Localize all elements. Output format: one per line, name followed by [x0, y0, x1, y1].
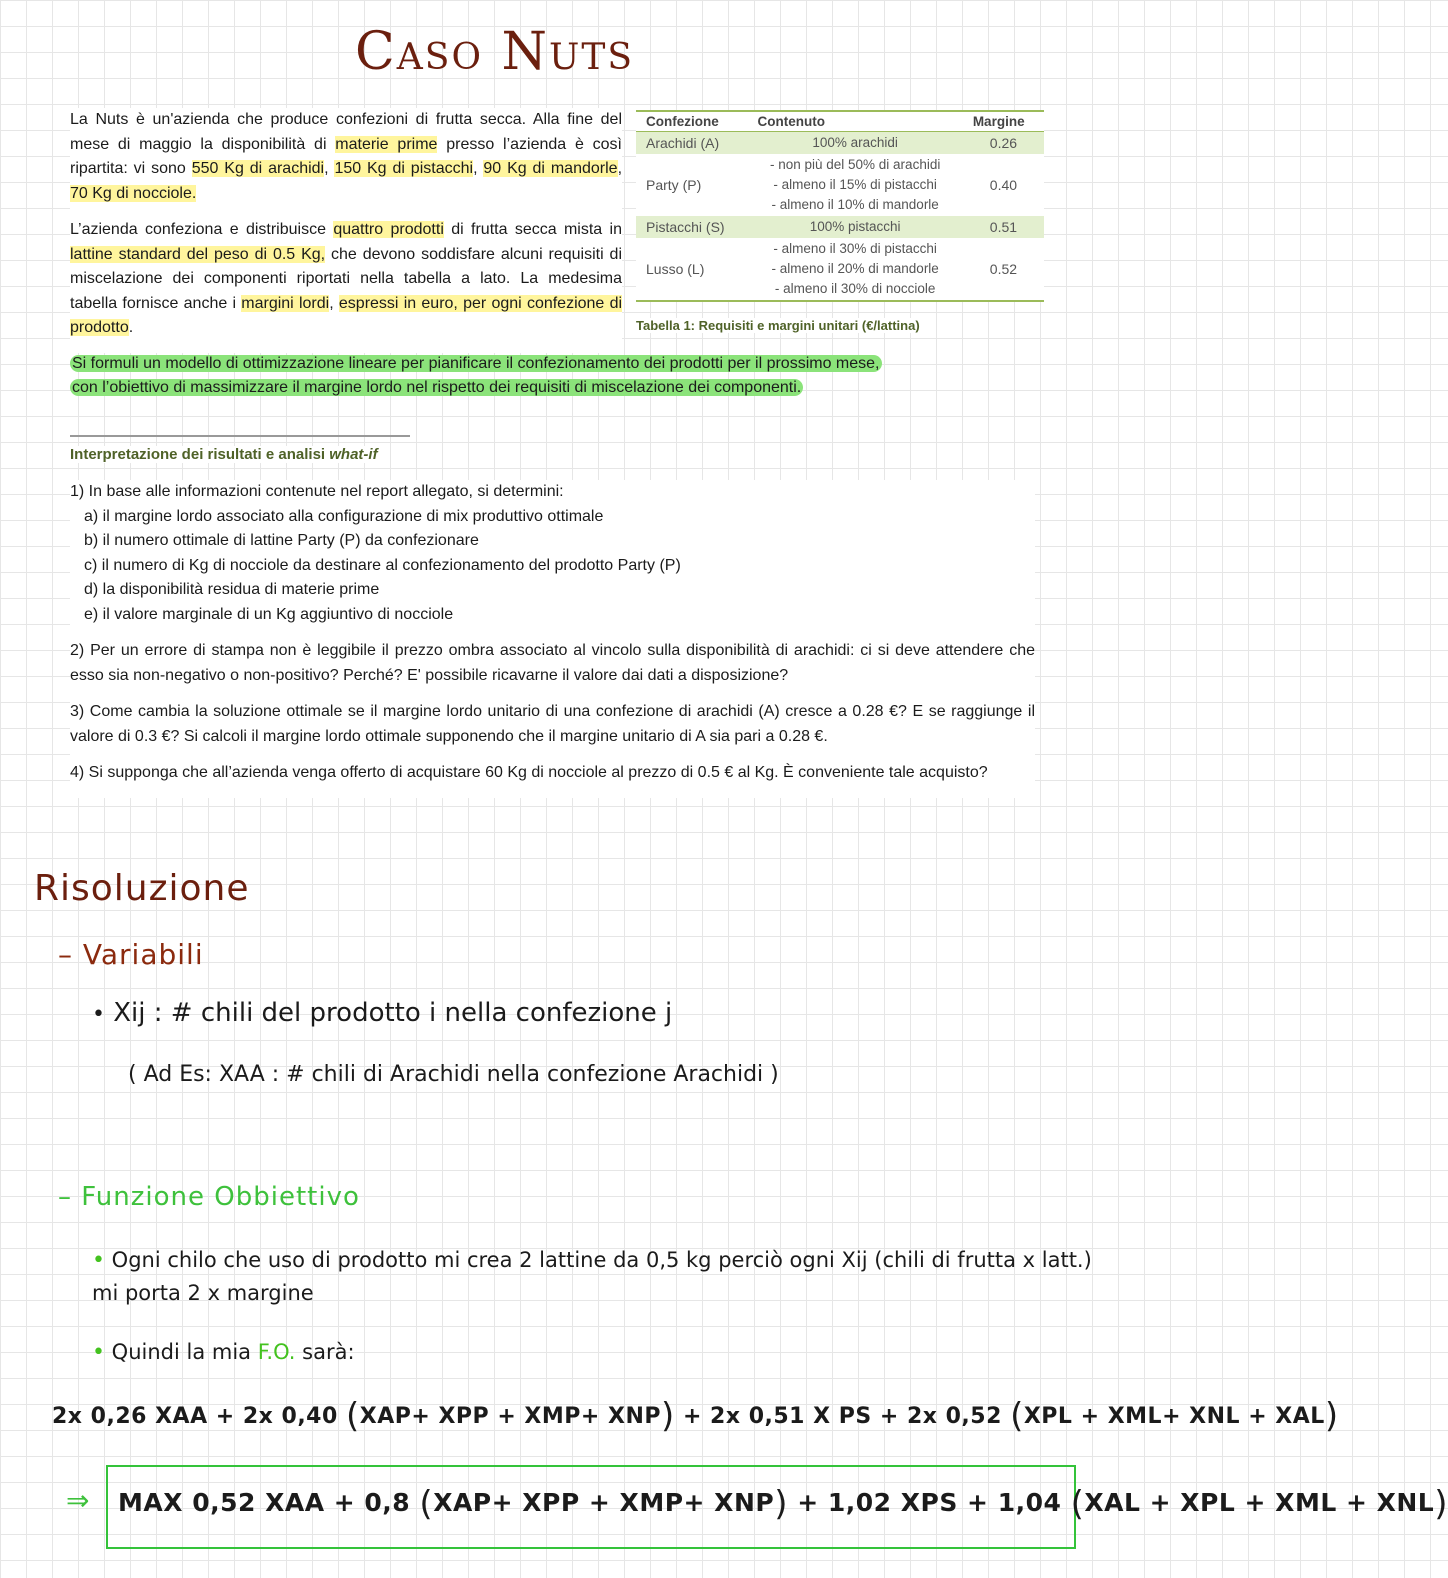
- table-caption: Tabella 1: Requisiti e margini unitari (€/lattina): [636, 318, 920, 333]
- eq2-part-d: XAL + XPL + XML + XNL: [1084, 1488, 1435, 1517]
- heading-risoluzione: Risoluzione: [34, 868, 250, 909]
- table-header-confezione: Confezione: [636, 111, 748, 132]
- eq1-part-c: + 2x 0,51 X PS + 2x 0,52: [682, 1404, 1002, 1429]
- table-cell-confezione: Pistacchi (S): [636, 216, 748, 238]
- bullet-icon: •: [92, 1248, 105, 1273]
- content-line: 100% arachidi: [812, 135, 898, 150]
- objective-expanded-equation: [52, 1396, 1339, 1436]
- highlighted-text: quattro prodotti: [333, 221, 444, 238]
- eq2-part-b: XAP+ XPP + XMP+ XNP: [433, 1488, 775, 1517]
- content-line: - almeno il 20% di mandorle: [771, 261, 939, 276]
- content-line: - almeno il 30% di pistacchi: [773, 241, 937, 256]
- content-line: 100% pistacchi: [809, 219, 901, 234]
- question-1-item-d: d) la disponibilità residua di materie prime: [84, 581, 380, 598]
- heading-variabili: – Variabili: [58, 938, 204, 971]
- text-segment: La Nuts è un'azienda che produce confezioni di frutta secca. Alla fine del mese di maggio la disponibilità di: [70, 111, 622, 153]
- eq2-part-a: MAX 0,52 XAA + 0,8: [118, 1488, 411, 1517]
- section-heading: [70, 446, 378, 463]
- section-divider: [70, 435, 410, 437]
- eq1-part-b: XAP+ XPP + XMP+ XNP: [359, 1404, 661, 1429]
- table-cell-confezione: Party (P): [646, 177, 702, 193]
- questions-block: [70, 480, 1035, 798]
- implies-arrow-icon: ⇒: [66, 1484, 90, 1517]
- objective-intro: [92, 1340, 355, 1365]
- question-1-item-a: a) il margine lordo associato alla configurazione di mix produttivo ottimale: [84, 507, 604, 525]
- content-line: - almeno il 15% di pistacchi: [773, 177, 937, 192]
- question-1: [70, 480, 1035, 627]
- bullet-icon: •: [92, 1340, 105, 1365]
- table-row: [636, 238, 1044, 301]
- table-cell-contenuto: [748, 154, 963, 216]
- section-heading-italic: what-if: [329, 446, 378, 463]
- highlighted-text: 70 Kg di nocciole.: [70, 184, 197, 202]
- eq2-part-c: + 1,02 XPS + 1,04: [797, 1488, 1062, 1517]
- goal-line-2: con l’obiettivo di massimizzare il margine lordo nel rispetto dei requisiti di miscelazione dei componenti.: [72, 379, 802, 396]
- text-segment: .: [128, 319, 134, 336]
- objective-explanation-text: Ogni chilo che uso di prodotto mi crea 2 lattine da 0,5 kg perciò ogni Xij (chili di frutta x latt.) mi porta 2 x margine: [92, 1248, 1092, 1305]
- question-1-item-c: c) il numero di Kg di nocciole da destinare al confezionamento del prodotto Party (P): [84, 556, 681, 574]
- table-cell-contenuto: [748, 132, 963, 155]
- intro-paragraph-2: [70, 218, 622, 341]
- content-line: - almeno il 10% di mandorle: [771, 197, 939, 212]
- eq1-part-d: XPL + XML+ XNL + XAL: [1023, 1404, 1325, 1429]
- table-cell-margine: 0.26: [963, 132, 1044, 155]
- objective-intro-text-a: Quindi la mia: [111, 1340, 258, 1364]
- requirements-table-wrapper: [636, 110, 1044, 302]
- highlighted-text: 550 Kg di arachidi: [191, 160, 325, 177]
- highlighted-text: lattine standard del peso di 0.5 Kg,: [70, 245, 326, 263]
- table-row: [636, 216, 1044, 238]
- page-title: Caso Nuts: [355, 22, 635, 82]
- objective-intro-text-b: sarà:: [295, 1340, 355, 1364]
- question-3: 3) Come cambia la soluzione ottimale se il margine lordo unitario di una confezione di arachidi (A) cresce a 0.28 €? E se raggiunge il valore di 0.3 €? Si calcoli il margine lordo ottimale supponendo che il margine unitario di A sia pari a 0.28 €.: [70, 703, 1035, 745]
- text-segment: di frutta secca mista in: [443, 221, 623, 238]
- highlighted-text: margini lordi: [241, 294, 330, 312]
- eq1-close-paren: ): [661, 1396, 675, 1436]
- final-objective-equation: [118, 1484, 1448, 1524]
- variable-definition-text: Xij : # chili del prodotto i nella confezione j: [113, 998, 673, 1028]
- highlighted-text: espressi in euro, per ogni confezione di prodotto: [70, 294, 623, 336]
- text-segment: ,: [473, 160, 484, 177]
- heading-funzione-obbiettivo: – Funzione Obbiettivo: [58, 1182, 360, 1212]
- eq2-open-paren-2: (: [1070, 1484, 1085, 1524]
- eq2-open-paren: (: [419, 1484, 434, 1524]
- eq1-part-a: 2x 0,26 XAA + 2x 0,40: [52, 1404, 338, 1429]
- table-cell-margine: 0.51: [963, 216, 1044, 238]
- text-segment: ,: [324, 160, 335, 177]
- question-4: 4) Si supponga che all’azienda venga offerto di acquistare 60 Kg di nocciole al prezzo di 0.5 € al Kg. È conveniente tale acquisto?: [70, 764, 988, 781]
- objective-label: F.O.: [257, 1340, 296, 1364]
- requirements-table: [636, 110, 1044, 302]
- table-cell-contenuto: [748, 238, 963, 301]
- eq2-close-paren: ): [774, 1484, 788, 1524]
- text-segment: ,: [329, 294, 339, 312]
- eq1-open-paren: (: [345, 1396, 360, 1436]
- content-line: - non più del 50% di arachidi: [769, 157, 941, 172]
- section-heading-text: Interpretazione dei risultati e analisi: [70, 446, 330, 463]
- text-segment: L’azienda confeziona e distribuisce: [70, 221, 334, 238]
- intro-paragraph-1: [70, 108, 622, 206]
- intro-text: [70, 108, 622, 353]
- table-header-contenuto: Contenuto: [748, 111, 963, 132]
- table-cell-confezione: Lusso (L): [636, 238, 748, 301]
- table-header-margine: Margine: [963, 111, 1044, 132]
- table-cell-confezione: Arachidi (A): [636, 132, 748, 155]
- table-cell-margine: 0.52: [963, 238, 1044, 301]
- table-row: [636, 154, 1044, 216]
- goal-line-1: Si formuli un modello di ottimizzazione lineare per pianificare il confezionamento dei prodotti per il prossimo mese,: [72, 355, 880, 372]
- highlighted-text: 150 Kg di pistacchi: [334, 160, 474, 177]
- question-1-text: 1) In base alle informazioni contenute nel report allegato, si determini:: [70, 483, 564, 500]
- question-1-item-b: b) il numero ottimale di lattine Party (P) da confezionare: [84, 532, 479, 549]
- question-1-item-e: e) il valore marginale di un Kg aggiuntivo di nocciole: [84, 605, 454, 623]
- table-row: [636, 132, 1044, 155]
- goal-statement: [70, 352, 1055, 400]
- bullet-icon: •: [92, 1002, 105, 1027]
- eq1-close-paren-2: ): [1324, 1396, 1339, 1436]
- highlighted-text: 90 Kg di mandorle: [483, 160, 618, 177]
- highlighted-text: materie prime: [335, 135, 438, 153]
- eq2-close-paren-2: ): [1434, 1484, 1448, 1524]
- table-cell-contenuto: [748, 216, 963, 238]
- text-segment: ,: [617, 160, 623, 177]
- table-cell-margine: 0.40: [989, 177, 1018, 193]
- text-segment: presso l’azienda è così ripartita: vi sono: [70, 135, 622, 177]
- eq1-open-paren-2: (: [1010, 1396, 1024, 1436]
- content-line: - almeno il 30% di nocciole: [774, 281, 936, 296]
- objective-explanation: [92, 1244, 1102, 1309]
- variable-definition: [92, 998, 672, 1028]
- variable-example: ( Ad Es: XAA : # chili di Arachidi nella confezione Arachidi ): [128, 1062, 779, 1087]
- text-segment: che devono soddisfare alcuni requisiti di miscelazione dei componenti riportati nella tabella a lato. La medesima tabella fornisce anche i: [70, 245, 622, 312]
- question-2: 2) Per un errore di stampa non è leggibile il prezzo ombra associato al vincolo sulla disponibilità di arachidi: ci si deve attendere che esso sia non-negativo o non-positivo? Perché? E' possibile ricavarne il valore dai dati a disposizione?: [70, 642, 1035, 684]
